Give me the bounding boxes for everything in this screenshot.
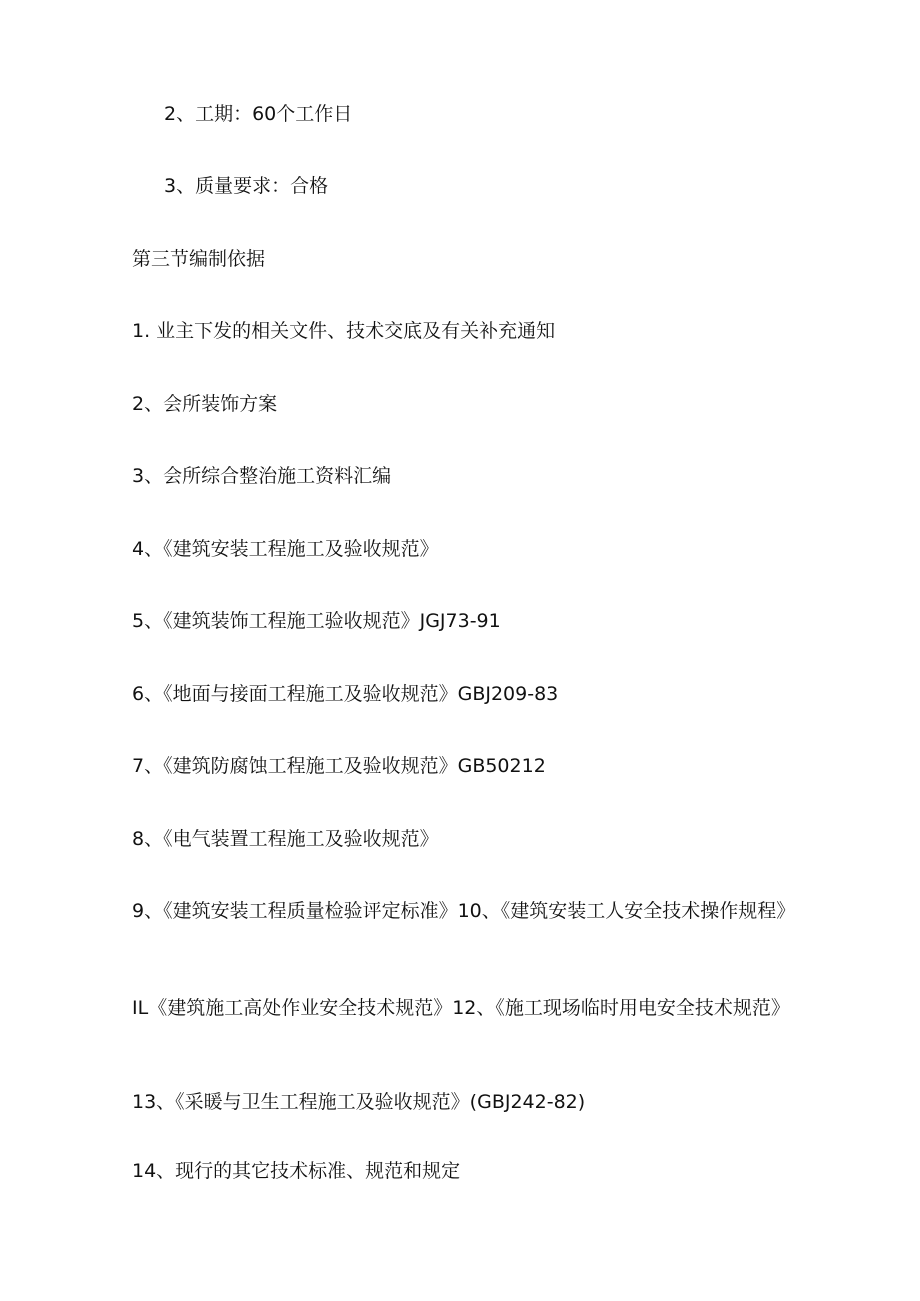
basis-item-1: 1. 业主下发的相关文件、技术交底及有关补充通知 [132, 320, 556, 342]
duration-line: 2、工期：60个工作日 [164, 103, 353, 125]
basis-item-11-12: IL《建筑施工高处作业安全技术规范》12、《施工现场临时用电安全技术规范》 [132, 997, 790, 1019]
basis-item-5: 5、《建筑装饰工程施工验收规范》JGJ73-91 [132, 610, 501, 632]
basis-item-6: 6、《地面与接面工程施工及验收规范》GBJ209-83 [132, 683, 559, 705]
basis-item-9-10: 9、《建筑安装工程质量检验评定标准》10、《建筑安装工人安全技术操作规程》 [132, 900, 796, 922]
basis-item-3: 3、会所综合整治施工资料汇编 [132, 465, 392, 487]
basis-item-14: 14、现行的其它技术标准、规范和规定 [132, 1160, 461, 1182]
basis-item-4: 4、《建筑安装工程施工及验收规范》 [132, 538, 439, 560]
basis-item-7: 7、《建筑防腐蚀工程施工及验收规范》GB50212 [132, 755, 546, 777]
basis-item-2: 2、会所装饰方案 [132, 393, 278, 415]
section-title: 第三节编制依据 [132, 248, 266, 270]
basis-item-8: 8、《电气装置工程施工及验收规范》 [132, 828, 439, 850]
basis-item-13: 13、《采暖与卫生工程施工及验收规范》(GBJ242-82) [132, 1091, 586, 1113]
quality-line: 3、质量要求：合格 [164, 175, 329, 197]
